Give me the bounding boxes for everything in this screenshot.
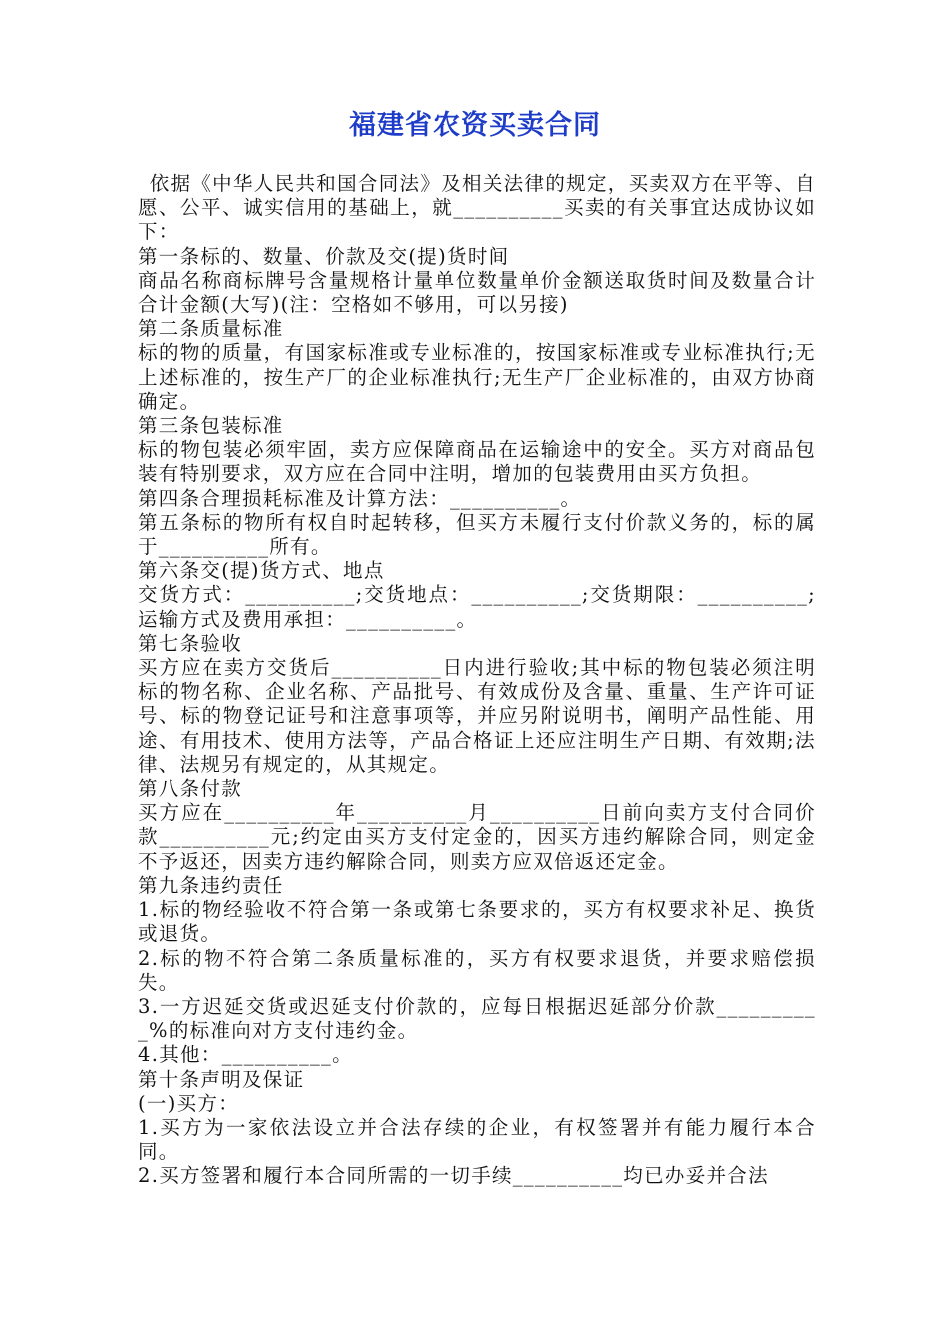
article-9-item-2: 2.标的物不符合第二条质量标准的，买方有权要求退货，并要求赔偿损失。	[138, 946, 816, 994]
article-2-heading: 第二条质量标准	[138, 317, 284, 341]
article-9-item-1: 1.标的物经验收不符合第一条或第七条要求的，买方有权要求补足、换货或退货。	[138, 898, 816, 946]
article-10-heading: 第十条声明及保证	[138, 1067, 305, 1091]
article-7-body: 买方应在卖方交货后__________日内进行验收;其中标的物包装必须注明标的物名称、企业名称、产品批号、有效成份及含量、重量、生产许可证号、标的物登记证号和注意事项等，并应另附说明书，阐明产品性能、用途、有用技术、使用方法等，产品合格证上还应注明生产日期、有效期;法律、法规另有规定的，从其规定。	[138, 656, 816, 776]
article-3-heading: 第三条包装标准	[138, 414, 284, 438]
preamble-paragraph: 依据《中华人民共和国合同法》及相关法律的规定，买卖双方在平等、自愿、公平、诚实信用的基础上，就__________买卖的有关事宜达成协议如下：	[138, 172, 816, 244]
article-10-buyer-item-2: 2.买方签署和履行本合同所需的一切手续__________均已办妥并合法	[138, 1164, 769, 1188]
article-5-paragraph: 第五条标的物所有权自时起转移，但买方未履行支付价款义务的，标的属于__________所有。	[138, 510, 816, 559]
article-7-heading: 第七条验收	[138, 631, 243, 655]
article-6-heading: 第六条交(提)货方式、地点	[138, 559, 385, 583]
article-4-paragraph: 第四条合理损耗标准及计算方法：__________。	[138, 486, 582, 510]
article-1-body: 商品名称商标牌号含量规格计量单位数量单价金额送取货时间及数量合计 合计金额(大写)(注：空格如不够用，可以另接)	[138, 268, 837, 317]
article-6-body: 交货方式：__________;交货地点：__________;交货期限：__________;运输方式及费用承担：__________。	[138, 583, 816, 631]
article-9-item-4: 4.其他：__________。	[138, 1043, 353, 1067]
article-10-buyer-item-1: 1.买方为一家依法设立并合法存续的企业，有权签署并有能力履行本合同。	[138, 1115, 816, 1164]
article-9-heading: 第九条违约责任	[138, 873, 284, 897]
article-1-heading: 第一条标的、数量、价款及交(提)货时间	[138, 244, 510, 268]
article-10-buyer-heading: (一)买方：	[138, 1091, 240, 1115]
article-3-body: 标的物包装必须牢固，卖方应保障商品在运输途中的安全。买方对商品包装有特别要求，双方应在合同中注明，增加的包装费用由买方负担。	[138, 438, 816, 486]
article-2-body: 标的物的质量，有国家标准或专业标准的，按国家标准或专业标准执行;无上述标准的，按生产厂的企业标准执行;无生产厂企业标准的，由双方协商确定。	[138, 341, 816, 413]
article-9-item-3: 3.一方迟延交货或迟延支付价款的，应每日根据迟延部分价款__________%的标准向对方支付违约金。	[138, 994, 816, 1043]
article-8-heading: 第八条付款	[138, 777, 243, 801]
document-title: 福建省农资买卖合同	[349, 110, 601, 141]
article-8-body: 买方应在__________年__________月__________日前向卖方支付合同价款__________元;约定由买方支付定金的，因买方违约解除合同，则定金不予返还，因卖方违约解除合同，则卖方应双倍返还定金。	[138, 801, 816, 873]
document-body	[138, 172, 837, 1189]
